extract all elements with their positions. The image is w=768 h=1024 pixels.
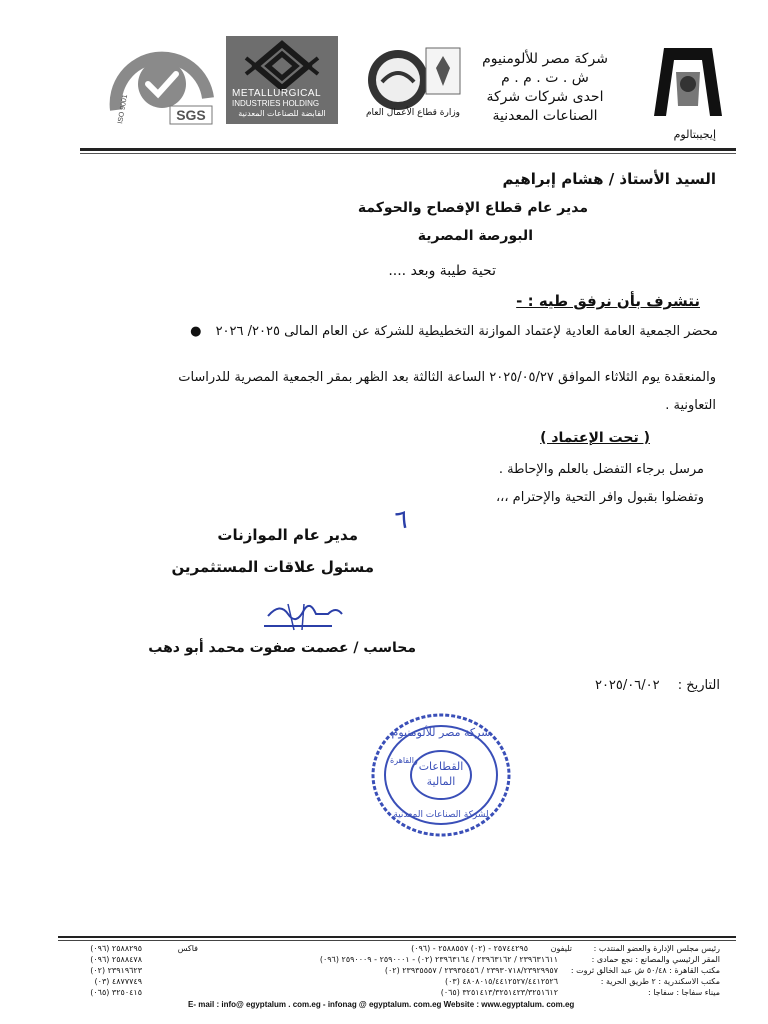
footer-phone-label: تليفون: [550, 944, 572, 953]
svg-text:ISO 9001: ISO 9001: [117, 94, 130, 125]
header-divider-thin: [80, 153, 736, 154]
greeting: تحية طيبة وبعد ....: [388, 263, 496, 279]
footer-row2-phones: ٢٣٩٦٣١٦١١ / ٢٣٩٦٣١٦٢ / ٢٣٩٦٣١٦٤ (٠٢) - ٢٥٩٠٠٠١ - ٢٥٩٠٠٠٩ (٠٩٦): [319, 955, 558, 964]
handwritten-mark: ٦: [389, 504, 409, 538]
stamp-outer-text: شركة مصر للألومنيوم: [391, 726, 491, 739]
request-line: مرسل برجاء التفضل بالعلم والإحاطة .: [498, 462, 704, 477]
metallurgical-holding-logo: [226, 36, 338, 124]
footer-row3-fax: ٢٣٩١٩٦٢٣ (٠٢): [90, 966, 142, 975]
footer-row4-fax: ٤٨٧٧٧٤٩ (٠٣): [94, 977, 142, 986]
company-name-block: [470, 50, 620, 126]
brand-tag: إيجيبتالوم: [673, 128, 716, 141]
footer-divider-thin: [58, 940, 736, 941]
svg-text:SGS: SGS: [176, 107, 206, 123]
footer-row1-fax: ٢٥٨٨٢٩٥ (٠٩٦): [90, 944, 142, 953]
footer-row3-label: مكتب القاهرة : ٥٠/٤٨ ش عبد الخالق ثروت :: [570, 966, 720, 975]
public-sector-caption: وزارة قطاع الأعمال العام: [365, 108, 461, 118]
footer-row3-phones: ٢٣٩٣٠٧١٨/٢٣٩٢٩٩٥٧ / ٢٣٩٣٥٤٥٦ / ٢٣٩٣٥٥٥٧ (٠٢): [384, 966, 558, 975]
footer-row1-phones: ٢٥٧٤٤٢٩٥ - (٠٢) ٢٥٨٨٥٥٧ - (٠٩٦): [411, 944, 528, 953]
bullet-item: [190, 324, 718, 339]
addressee-title: مدير عام قطاع الإفصاح والحوكمة: [357, 200, 588, 216]
footer-row4-phones: ٤٨٠٨٠١٥/٤٤١٢٥٢٧/٤٤١٢٥٢٦ (٠٣): [444, 977, 558, 986]
stamp-center-line1: القطاعات: [418, 760, 464, 773]
continuation-line-2: التعاونية .: [665, 398, 716, 413]
signatory-title-1: مدير عام الموازنات: [217, 526, 358, 544]
header-divider: [80, 148, 736, 151]
sgs-certification-logo: [108, 38, 214, 126]
addressee-organization: البورصة المصرية: [417, 228, 533, 244]
date-label: التاريخ :: [677, 678, 720, 693]
approval-note: ( تحت الإعتماد ): [540, 430, 650, 446]
footer-row2-fax: ٢٥٨٨٤٧٨ (٠٩٦): [90, 955, 142, 964]
footer-contact-line: E- mail : info@ egyptalum . com.eg - infonag @ egyptalum. com.eg Website : www.egyptalum. com.eg: [188, 1000, 575, 1009]
bullet-item-text: محضر الجمعية العامة العادية لإعتماد الموازنة التخطيطية للشركة عن العام المالى ٢٠٢٥/ ٢٠٢٦: [215, 324, 718, 339]
metallurgical-logo-line2: INDUSTRIES HOLDING: [232, 99, 320, 108]
continuation-line-1: والمنعقدة يوم الثلاثاء الموافق ٢٠٢٥/٠٥/٢٧ الساعة الثالثة بعد الظهر بمقر الجمعية المصرية للدراسات: [178, 370, 716, 385]
company-line-1: شركة مصر للألومنيوم: [482, 51, 608, 67]
footer-fax-label: فاكس: [177, 944, 198, 953]
footer-row5-label: ميناء سفاجا : سفاجا :: [647, 988, 720, 997]
footer-row5-fax: ٣٢٥٠٤١٥ (٠٦٥): [90, 988, 142, 997]
company-line-2: ش . ت . م . م: [501, 70, 589, 86]
company-line-3: احدى شركات شركة: [486, 89, 604, 105]
footer-row1-label: رئيس مجلس الإدارة والعضو المنتدب :: [593, 944, 720, 953]
metallurgical-logo-line1: METALLURGICAL: [232, 88, 322, 99]
addressee: السيد الأستاذ / هشام إبراهيم: [502, 170, 716, 188]
company-stamp: [370, 712, 512, 838]
stamp-bottom-text: لشركة الصناعات المعدنية: [393, 810, 489, 820]
footer-row4-label: مكتب الاسكندرية : ٢ طريق الحرية :: [600, 977, 720, 986]
date-line: [595, 678, 720, 693]
stamp-side-text: والقاهرة: [390, 756, 418, 765]
date-value: ٢٠٢٥/٠٦/٠٢: [594, 678, 660, 693]
footer-divider: [58, 936, 736, 938]
footer-row5-phones: ٣٢٥١٤١٣/٣٢٥١٤٢٣/٣٢٥١٦١٢ (٠٦٥): [440, 988, 558, 997]
company-line-4: الصناعات المعدنية: [492, 108, 598, 124]
public-business-sector-logo: [364, 42, 462, 124]
metallurgical-logo-arabic: القابضة للصناعات المعدنية: [238, 109, 326, 118]
bullet-dot: ●: [190, 324, 202, 339]
accountant-name: محاسب / عصمت صفوت محمد أبو دهب: [148, 640, 416, 656]
egyptalum-emblem: [640, 42, 736, 120]
closing-line: وتفضلوا بقبول وافر التحية والإحترام ،،،: [495, 490, 704, 505]
footer-row2-label: المقر الرئيسي والمصانع : نجع حمادى :: [591, 955, 720, 964]
stamp-center-line2: المالية: [426, 775, 456, 788]
signatory-title-2: مسئول علاقات المستثمرين: [171, 558, 374, 576]
signature-scribble: [258, 596, 358, 636]
intro-line: نتشرف بأن نرفق طيه : -: [516, 292, 700, 310]
